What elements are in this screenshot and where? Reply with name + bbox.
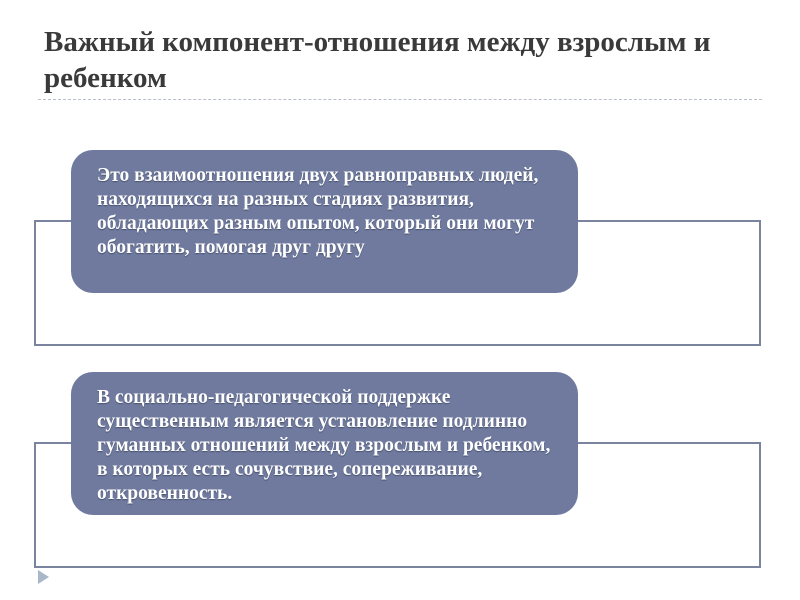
slide-title: Важный компонент-отношения между взрослым и ребенком — [44, 26, 711, 94]
callout-block-2 — [71, 372, 578, 515]
callout-text-2: В социально-педагогической поддержке существенным является установление подлинно гуманных отношений между взрослым и ребенком, в которых есть сочувствие, сопереживание, откровенность. — [97, 387, 551, 504]
frame-1-top-right-edge — [574, 220, 761, 222]
triangle-right-icon — [38, 570, 49, 584]
callout-text-1: Это взаимоотношения двух равноправных людей, находящихся на разных стадиях развития, обладающих разным опытом, который они могут обогатить, помогая друг другу — [97, 165, 539, 258]
frame-2-top-right-edge — [574, 442, 761, 444]
frame-2-top-left-edge — [34, 442, 74, 444]
title-divider — [38, 99, 762, 100]
callout-block-1 — [71, 150, 578, 293]
frame-1-top-left-edge — [34, 220, 74, 222]
